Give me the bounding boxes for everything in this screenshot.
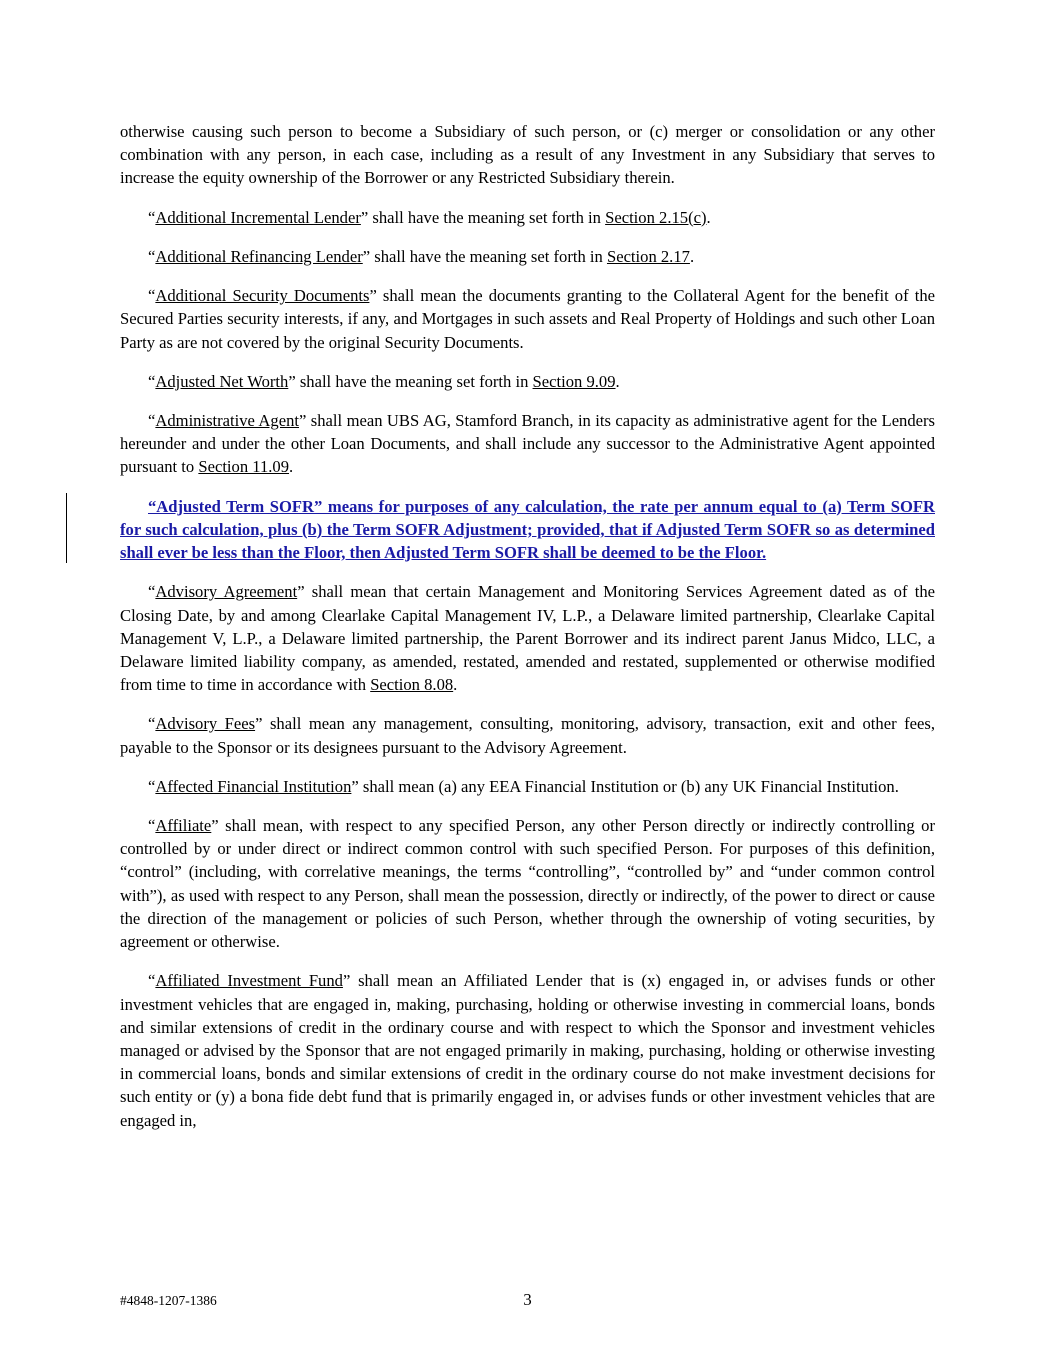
text-run: “ <box>148 246 156 266</box>
paragraph-continuation <box>120 120 935 190</box>
document-body <box>120 120 935 1132</box>
text-run: ” shall mean (a) any EEA Financial Institution or (b) any UK Financial Institution. <box>351 776 899 796</box>
text-run: ” shall mean UBS AG, Stamford Branch, in its capacity as administrative agent for the Lenders hereunder and under the other Loan Documents, and shall include any successor to the Administrative Agent appointed pursuant to <box>120 410 935 477</box>
footer-page-number: 3 <box>523 1290 532 1309</box>
text-run: ” shall have the meaning set forth in <box>288 371 533 391</box>
text-run: “ <box>148 207 156 227</box>
text-run: “ <box>148 971 156 991</box>
text-run: ” shall have the meaning set forth in <box>362 246 607 266</box>
text-run: . <box>689 246 695 266</box>
paragraph-affiliate <box>120 814 935 953</box>
paragraph-affiliated-investment-fund <box>120 969 935 1132</box>
text-run: ” shall mean that certain Management and Monitoring Services Agreement dated as of the Closing Date, by and among Clearlake Capital Management IV, L.P., a Delaware limited partnership, Clearlake Capital Management V, L.P., a Delaware limited partnership, the Parent Borrower and its indirect parent Janus Midco, LLC, a Delaware limited liability company, as amended, restated, amended and restated, supplemented or otherwise modified from time to time in accordance with <box>120 582 935 695</box>
defined-term: Additional Incremental Lender <box>155 207 361 227</box>
defined-term: Advisory Agreement <box>155 582 298 602</box>
text-run: “ <box>148 286 156 306</box>
text-run: . <box>615 371 620 391</box>
defined-term: Affected Financial Institution <box>155 776 352 796</box>
paragraph-additional-refinancing-lender <box>120 245 935 268</box>
paragraph-affected-financial-institution <box>120 775 935 798</box>
text-run: “ <box>148 582 156 602</box>
defined-term: Section 2.17 <box>606 246 690 266</box>
defined-term: Section 2.15(c) <box>605 207 707 227</box>
text-run: . <box>289 457 294 477</box>
defined-term: Additional Refinancing Lender <box>155 246 363 266</box>
text-run: . <box>706 207 711 227</box>
defined-term: Administrative Agent <box>155 410 299 430</box>
text-run: “ <box>148 410 156 430</box>
paragraph-adjusted-term-sofr: “Adjusted Term SOFR” means for purposes of any calculation, the rate per annum equal to (a) Term SOFR for such calculation, plus (b) the Term SOFR Adjustment; provided, that if Adjusted Term SOFR so as determined shall ever be less than the Floor, then Adjusted Term SOFR shall be deemed to be the Floor. <box>120 496 935 563</box>
defined-term: Advisory Fees <box>155 714 256 734</box>
paragraph-block-after <box>120 580 935 1132</box>
page-footer <box>120 1290 935 1313</box>
text-run: “ <box>148 816 156 836</box>
defined-term: Affiliate <box>155 816 212 836</box>
defined-term: Affiliated Investment Fund <box>155 971 343 991</box>
defined-term: Adjusted Net Worth <box>155 371 289 391</box>
paragraph-block-before <box>120 120 935 479</box>
text-run: ” shall mean the documents granting to the Collateral Agent for the benefit of the Secured Parties security interests, if any, and Mortgages in such assets and Real Property of Holdings and such other Loan Party as are not covered by the original Security Documents. <box>120 286 935 352</box>
revision-change-bar <box>66 493 67 564</box>
defined-term: Additional Security Documents <box>155 286 370 306</box>
paragraph-administrative-agent <box>120 409 935 479</box>
text-run: otherwise causing such person to become a Subsidiary of such person, or (c) merger or consolidation or any other combination with any person, in each case, including as a result of any Investment in any Subsidiary that serves to increase the equity ownership of the Borrower or any Restricted Subsidiary therein. <box>120 122 935 188</box>
text-run: “ <box>148 371 156 391</box>
text-run: “ <box>148 714 156 734</box>
text-run: ” shall mean any management, consulting, monitoring, advisory, transaction, exit and other fees, payable to the Sponsor or its designees pursuant to the Advisory Agreement. <box>120 714 935 757</box>
paragraph-advisory-agreement <box>120 580 935 696</box>
paragraph-adjusted-net-worth <box>120 370 935 393</box>
text-run: ” shall mean an Affiliated Lender that is (x) engaged in, or advises funds or other investment vehicles that are engaged in, making, purchasing, holding or otherwise investing in commercial loans, bonds and similar extensions of credit in the ordinary course and with respect to which the Sponsor and investment vehicles managed or advised by the Sponsor that are not engaged primarily in making, purchasing, holding or otherwise investing in commercial loans, bonds and similar extensions of credit in the ordinary course do not make investment decisions for such entity or (y) a bona fide debt fund that is primarily engaged in, or advises funds or other investment vehicles that are engaged in, <box>120 971 935 1130</box>
text-run: “ <box>148 776 156 796</box>
defined-term: Section 11.09 <box>198 457 290 477</box>
defined-term: Section 8.08 <box>370 675 454 695</box>
text-run: . <box>453 675 458 695</box>
text-run: ” shall have the meaning set forth in <box>360 207 606 227</box>
paragraph-additional-security-documents <box>120 284 935 354</box>
paragraph-additional-incremental-lender <box>120 206 935 229</box>
footer-document-id: #4848-1207-1386 <box>120 1293 217 1308</box>
defined-term: Section 9.09 <box>532 371 616 391</box>
paragraph-advisory-fees <box>120 712 935 758</box>
text-run: ” shall mean, with respect to any specified Person, any other Person directly or indirectly controlling or controlled by or under direct or indirect common control with such specified Person. For purposes of this definition, “control” (including, with correlative meanings, the terms “controlling”, “controlled by” and “under common control with”), as used with respect to any Person, shall mean the possession, directly or indirectly, of the power to direct or cause the direction of the management or policies of such Person, whether through the ownership of voting securities, by agreement or otherwise. <box>120 816 935 952</box>
revised-paragraph-block <box>120 495 935 565</box>
